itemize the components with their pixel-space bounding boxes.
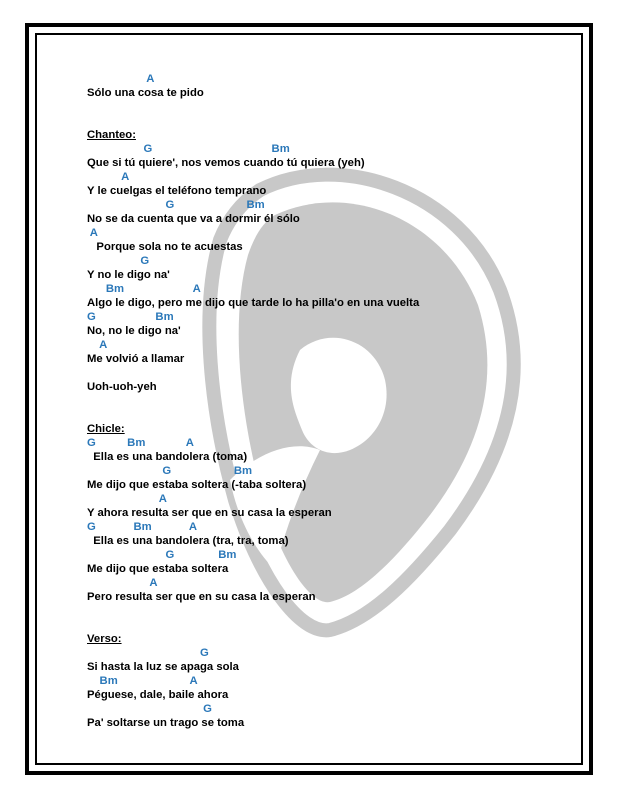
chord-line: Bm A xyxy=(87,283,201,295)
chord-line: A xyxy=(87,171,130,183)
lyric-line: Si hasta la luz se apaga sola xyxy=(87,661,239,673)
lyric-line: Sólo una cosa te pido xyxy=(87,87,204,99)
section-heading: Verso: xyxy=(87,633,122,645)
chord-line: G Bm xyxy=(87,199,265,211)
lyric-line: Que si tú quiere', nos vemos cuando tú quiera (yeh) xyxy=(87,157,365,169)
lyric-line: Me dijo que estaba soltera (-taba soltera) xyxy=(87,479,307,491)
lyric-line: Y no le digo na' xyxy=(87,269,170,281)
chord-line: A xyxy=(87,73,155,85)
chord-line: A xyxy=(87,493,167,505)
chord-line: G xyxy=(87,703,212,715)
lyric-line: Ella es una bandolera (tra, tra, toma) xyxy=(87,535,289,547)
chord-line: G Bm xyxy=(87,549,237,561)
lyric-line: Me dijo que estaba soltera xyxy=(87,563,229,575)
chord-line: G Bm A xyxy=(87,437,194,449)
chord-line: G Bm xyxy=(87,465,253,477)
chord-line: A xyxy=(87,227,98,239)
lyric-line: Y ahora resulta ser que en su casa la esperan xyxy=(87,507,332,519)
lyric-line: No se da cuenta que va a dormir él sólo xyxy=(87,213,300,225)
lyric-line: Y le cuelgas el teléfono temprano xyxy=(87,185,267,197)
lyric-line: Pa' soltarse un trago se toma xyxy=(87,717,245,729)
lyric-line: No, no le digo na' xyxy=(87,325,181,337)
chord-line: G Bm A xyxy=(87,521,198,533)
section-heading: Chicle: xyxy=(87,423,125,435)
section-heading: Chanteo: xyxy=(87,129,136,141)
lyric-line: Ella es una bandolera (toma) xyxy=(87,451,248,463)
lyric-line: Algo le digo, pero me dijo que tarde lo ha pilla'o en una vuelta xyxy=(87,297,420,309)
chord-line: A xyxy=(87,577,158,589)
lyric-line: Me volvió a llamar xyxy=(87,353,185,365)
chord-line: Bm A xyxy=(87,675,198,687)
chord-line: A xyxy=(87,339,108,351)
chord-line: G Bm xyxy=(87,143,290,155)
lyric-line: Péguese, dale, baile ahora xyxy=(87,689,229,701)
lyric-line: Uoh-uoh-yeh xyxy=(87,381,157,393)
chord-line: G Bm xyxy=(87,311,174,323)
chord-line: G xyxy=(87,255,150,267)
lyric-line: Pero resulta ser que en su casa la esperan xyxy=(87,591,316,603)
lyric-line: Porque sola no te acuestas xyxy=(87,241,243,253)
chord-line: G xyxy=(87,647,209,659)
